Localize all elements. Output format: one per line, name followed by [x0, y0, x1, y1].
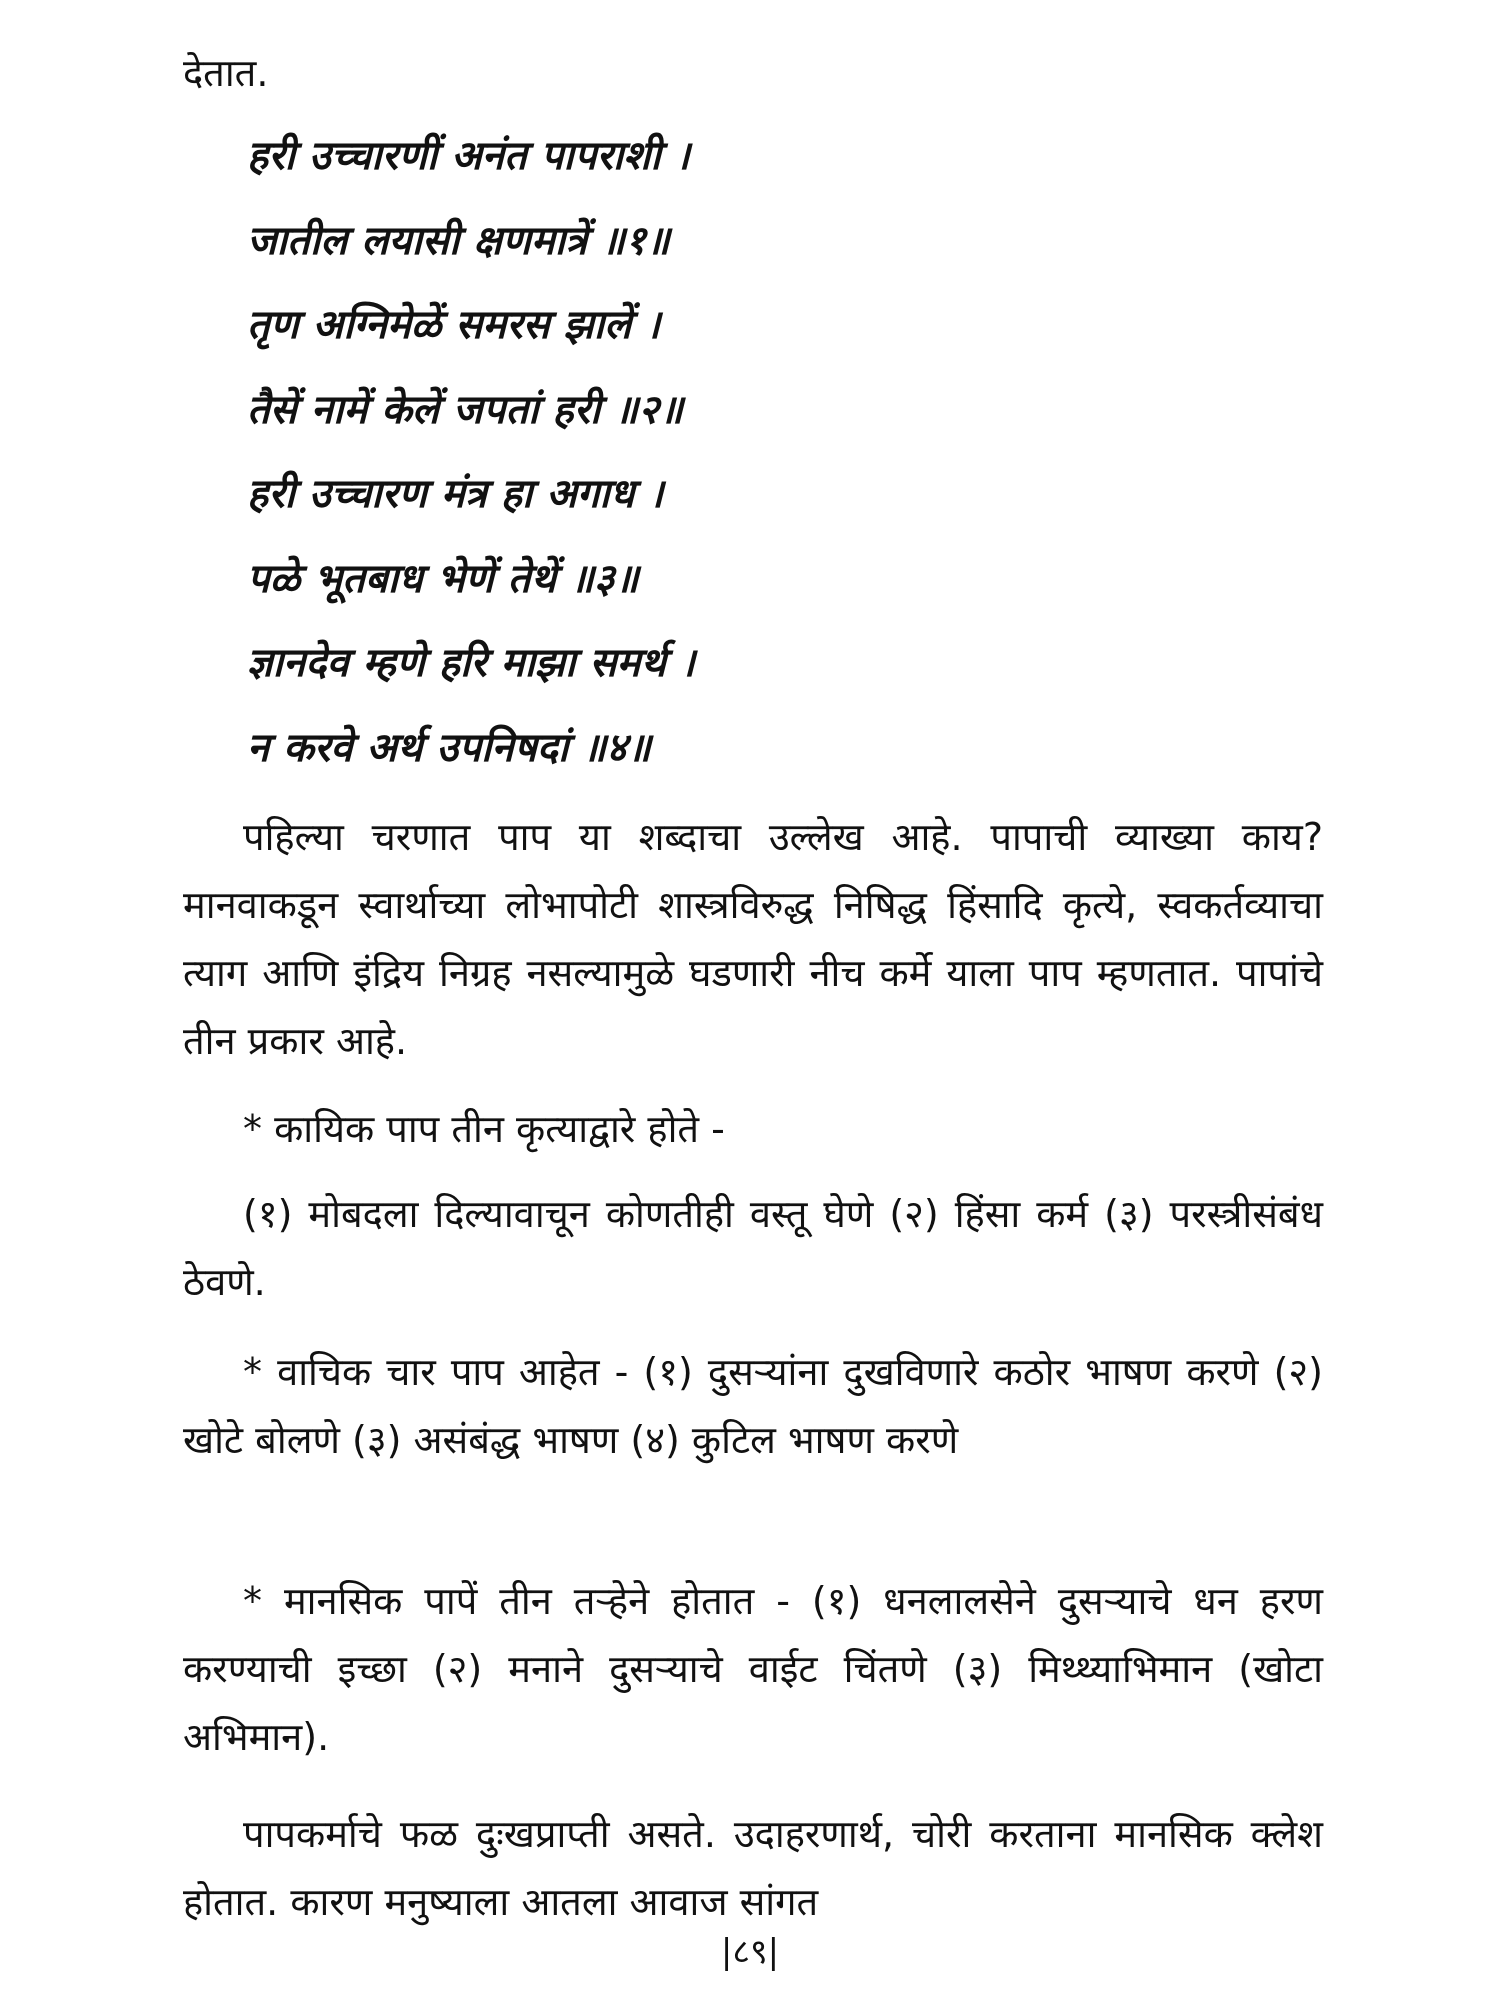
abhang-verse-block — [247, 128, 1347, 804]
verse-line-2: जातील लयासी क्षणमात्रें ॥१॥ — [247, 217, 670, 264]
verse-line-6: पळे भूतबाध भेणें तेथें ॥३॥ — [247, 555, 639, 602]
page-number: |८९| — [720, 1932, 780, 1972]
intro-text: देतात. — [183, 51, 269, 95]
verse-line-7: ज्ञानदेव म्हणे हरि माझा समर्थ । — [247, 640, 696, 686]
paragraph-text: (१) मोबदला दिल्यावाचून कोणतीही वस्तू घेणे (२) हिंसा कर्म (३) परस्त्रीसंबंध ठेवणे. — [183, 1192, 1323, 1304]
paragraph-verbal-sins — [183, 1338, 1323, 1474]
verse-line-8: न करवे अर्थ उपनिषदां ॥४॥ — [247, 724, 651, 771]
paragraph-text: * कायिक पाप तीन कृत्याद्वारे होते - — [243, 1107, 725, 1151]
paragraph-text: पापकर्माचे फळ दुःखप्राप्ती असते. उदाहरणार्थ, चोरी करताना मानसिक क्लेश होतात. कारण मनुष्याला आतला आवाज सांगत — [183, 1812, 1323, 1924]
paragraph-mental-sins — [183, 1567, 1323, 1771]
paragraph-physical-sins-list — [183, 1180, 1323, 1316]
verse-line-4: तैसें नामें केलें जपतां हरी ॥२॥ — [247, 386, 684, 433]
paragraph-sin-result — [183, 1800, 1323, 1936]
verse-line-1: हरी उच्चारणीं अनंत पापराशी । — [247, 133, 690, 179]
paragraph-definition — [183, 803, 1323, 1075]
verse-line-3: तृण अग्निमेळें समरस झालें । — [247, 302, 661, 348]
paragraph-physical-sins-heading — [183, 1095, 1323, 1163]
paragraph-text: * मानसिक पापें तीन तऱ्हेने होतात - (१) धनलालसेने दुसऱ्याचे धन हरण करण्याची इच्छा (२) मनाने दुसऱ्याचे वाईट चिंतणे (३) मिथ्थ्याभिमान (खोटा अभिमान). — [183, 1579, 1323, 1759]
paragraph-text: पहिल्या चरणात पाप या शब्दाचा उल्लेख आहे. पापाची व्याख्या काय? मानवाकडून स्वार्थाच्या लोभापोटी शास्त्रविरुद्ध निषिद्ध हिंसादि कृत्ये, स्वकर्तव्याचा त्याग आणि इंद्रिय निग्रह नसल्यामुळे घडणारी नीच कर्मे याला पाप म्हणतात. पापांचे तीन प्रकार आहे. — [183, 815, 1323, 1063]
paragraph-text: * वाचिक चार पाप आहेत - (१) दुसऱ्यांना दुखविणारे कठोर भाषण करणे (२) खोटे बोलणे (३) असंबंद्ध भाषण (४) कुटिल भाषण करणे — [183, 1350, 1323, 1462]
verse-line-5: हरी उच्चारण मंत्र हा अगाध । — [247, 471, 664, 517]
